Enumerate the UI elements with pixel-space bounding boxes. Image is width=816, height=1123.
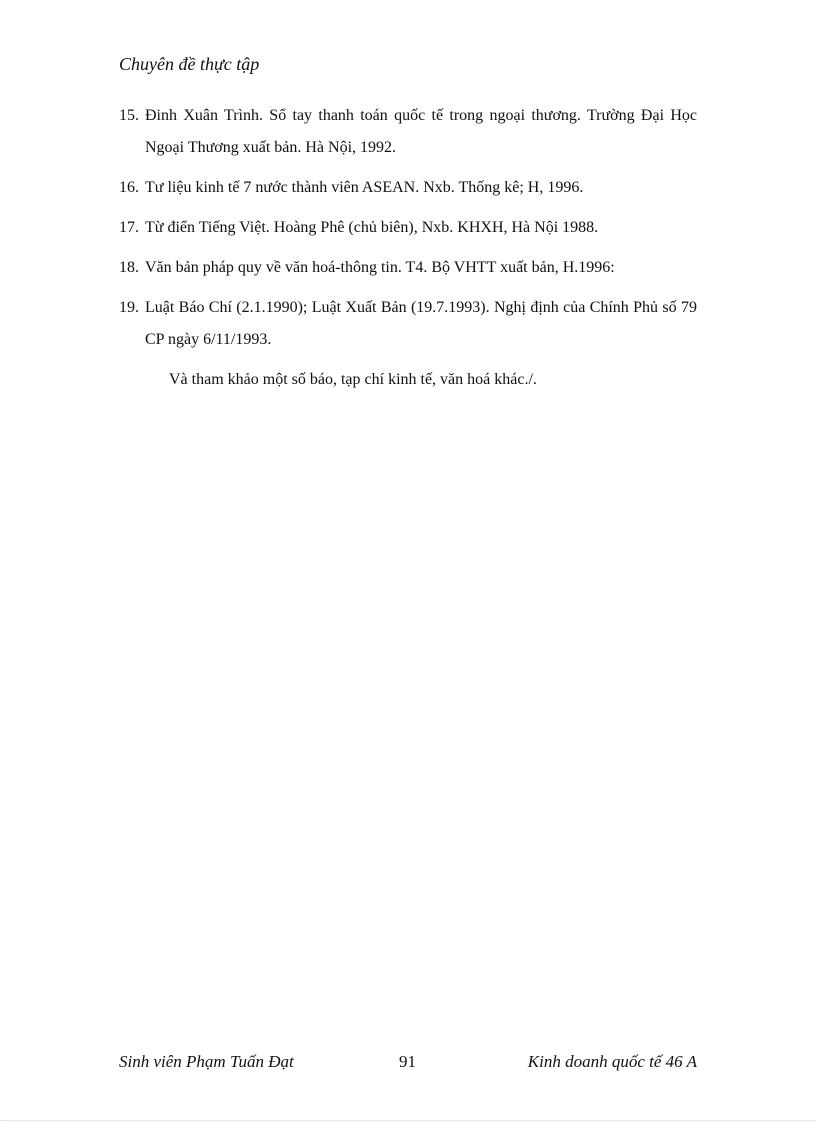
reference-item — [119, 292, 697, 356]
reference-text: Văn bản pháp quy về văn hoá-thông tin. T4. Bộ VHTT xuất bản, H.1996: — [145, 259, 615, 276]
closing-note: Và tham khảo một số báo, tạp chí kinh tế, văn hoá khác./. — [169, 371, 537, 388]
reference-list — [119, 100, 697, 364]
reference-number: 18. — [119, 259, 139, 276]
reference-text: Tư liệu kinh tế 7 nước thành viên ASEAN. Nxb. Thống kê; H, 1996. — [145, 179, 584, 196]
page-bottom-border — [0, 1120, 816, 1121]
reference-item — [119, 172, 697, 204]
reference-item — [119, 212, 697, 244]
reference-item — [119, 252, 697, 284]
footer-author: Sinh viên Phạm Tuấn Đạt — [119, 1052, 294, 1071]
reference-number: 16. — [119, 179, 139, 196]
footer-class-name: Kinh doanh quốc tế 46 A — [527, 1052, 697, 1071]
footer-page-number: 91 — [399, 1052, 416, 1071]
page-header-title: Chuyên đề thực tập — [119, 54, 260, 74]
reference-number: 15. — [119, 107, 139, 124]
reference-number: 17. — [119, 219, 139, 236]
reference-text: Luật Báo Chí (2.1.1990); Luật Xuất Bản (19.7.1993). Nghị định của Chính Phủ số 79 CP ngày 6/11/1993. — [145, 299, 697, 348]
reference-text: Từ điển Tiếng Việt. Hoàng Phê (chủ biên), Nxb. KHXH, Hà Nội 1988. — [145, 219, 599, 236]
reference-text: Đinh Xuân Trình. Sổ tay thanh toán quốc tế trong ngoại thương. Trường Đại Học Ngoại Thương xuất bản. Hà Nội, 1992. — [145, 107, 697, 156]
reference-item — [119, 100, 697, 164]
reference-number: 19. — [119, 299, 139, 316]
